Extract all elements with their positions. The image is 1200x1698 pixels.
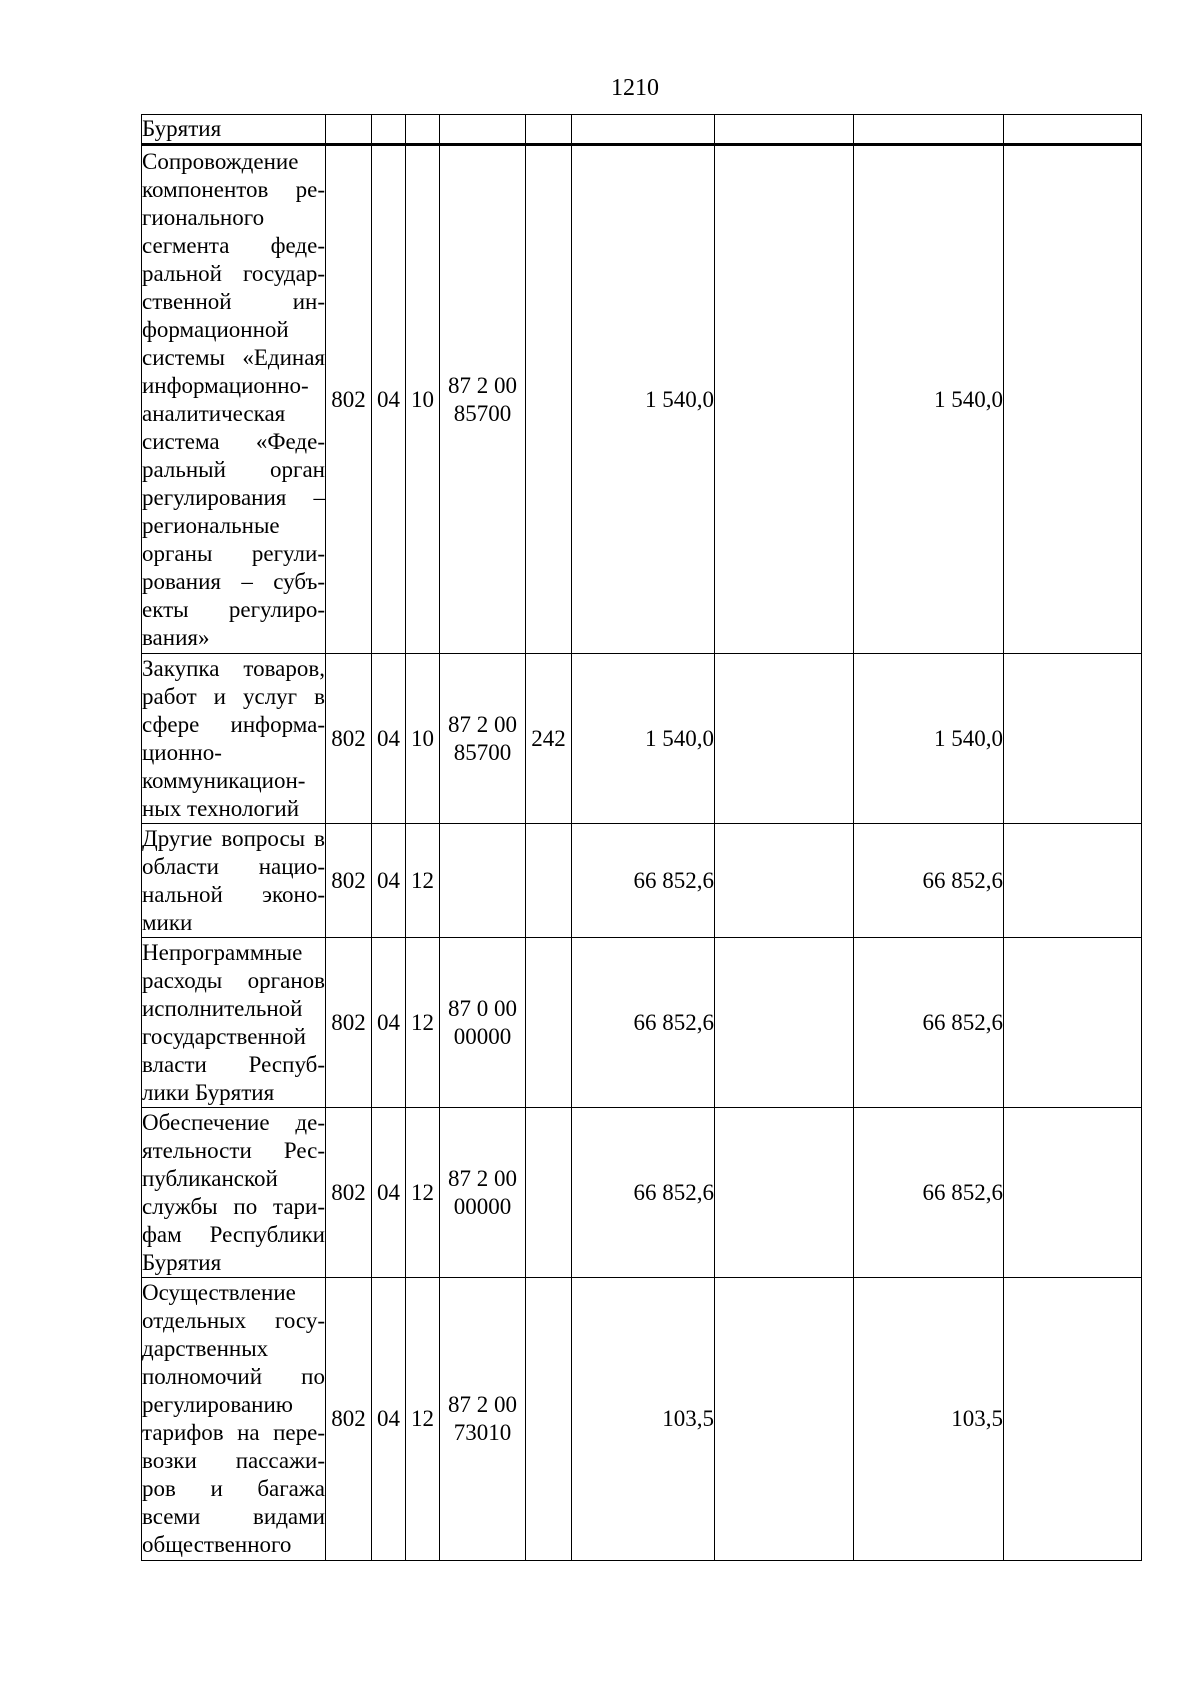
- cell-amount-2: 66 852,6: [854, 1108, 1004, 1278]
- cell-expense-type: [526, 1278, 572, 1561]
- cell-target-item: 87 2 00 85700: [440, 145, 526, 654]
- cell-target-item: 87 2 00 85700: [440, 654, 526, 824]
- cell-section: 04: [372, 1108, 406, 1278]
- cell-name: Обеспечение де-ятельности Рес-публиканской службы по тари-фам Республики Бурятия: [142, 1108, 326, 1278]
- cell-amount-2: 103,5: [854, 1278, 1004, 1561]
- cell-col10: [1004, 145, 1142, 654]
- cell-subsection: 12: [406, 824, 440, 938]
- cell-subsection: [406, 115, 440, 145]
- cell-col8: [715, 1108, 854, 1278]
- cell-col8: [715, 145, 854, 654]
- cell-expense-type: 242: [526, 654, 572, 824]
- cell-expense-type: [526, 824, 572, 938]
- cell-name: Закупка товаров, работ и услуг в сфере информа-ционно-коммуникацион-ных технологий: [142, 654, 326, 824]
- cell-col10: [1004, 824, 1142, 938]
- table-row: [142, 1278, 1142, 1561]
- cell-target-item: [440, 824, 526, 938]
- cell-subsection: 10: [406, 145, 440, 654]
- cell-name: Непрограммные расходы органов исполнительной государственной власти Респуб-лики Бурятия: [142, 938, 326, 1108]
- cell-col10: [1004, 938, 1142, 1108]
- cell-name: Бурятия: [142, 115, 326, 145]
- cell-section: 04: [372, 654, 406, 824]
- cell-amount-2: 66 852,6: [854, 938, 1004, 1108]
- cell-section: 04: [372, 824, 406, 938]
- table-row: [142, 115, 1142, 145]
- cell-col10: [1004, 1108, 1142, 1278]
- cell-target-item: 87 0 00 00000: [440, 938, 526, 1108]
- cell-target-item: 87 2 00 73010: [440, 1278, 526, 1561]
- cell-amount-2: 1 540,0: [854, 145, 1004, 654]
- cell-col10: [1004, 1278, 1142, 1561]
- cell-grbs: 802: [326, 654, 372, 824]
- cell-col10: [1004, 115, 1142, 145]
- cell-col8: [715, 1278, 854, 1561]
- cell-subsection: 12: [406, 938, 440, 1108]
- cell-col10: [1004, 654, 1142, 824]
- cell-grbs: [326, 115, 372, 145]
- cell-target-item: 87 2 00 00000: [440, 1108, 526, 1278]
- cell-col8: [715, 938, 854, 1108]
- cell-target-item: [440, 115, 526, 145]
- cell-grbs: 802: [326, 938, 372, 1108]
- cell-expense-type: [526, 1108, 572, 1278]
- table-row: [142, 824, 1142, 938]
- budget-table: [141, 114, 1142, 1561]
- cell-expense-type: [526, 145, 572, 654]
- cell-amount: 66 852,6: [572, 938, 715, 1108]
- cell-section: [372, 115, 406, 145]
- cell-col8: [715, 115, 854, 145]
- page-number: 1210: [611, 75, 659, 101]
- cell-amount: 103,5: [572, 1278, 715, 1561]
- table-row: [142, 938, 1142, 1108]
- cell-amount: 1 540,0: [572, 145, 715, 654]
- cell-col8: [715, 654, 854, 824]
- cell-name: Другие вопросы в области нацио-нальной эконо-мики: [142, 824, 326, 938]
- cell-name: Осуществление отдельных госу-дарственных полномочий по регулированию тарифов на пере-возки пассажи-ров и багажа всеми видами общественного: [142, 1278, 326, 1561]
- cell-col8: [715, 824, 854, 938]
- cell-section: 04: [372, 1278, 406, 1561]
- table-row: [142, 145, 1142, 654]
- cell-amount: 66 852,6: [572, 824, 715, 938]
- cell-amount: [572, 115, 715, 145]
- table-row: [142, 1108, 1142, 1278]
- cell-expense-type: [526, 938, 572, 1108]
- cell-subsection: 10: [406, 654, 440, 824]
- cell-subsection: 12: [406, 1278, 440, 1561]
- cell-subsection: 12: [406, 1108, 440, 1278]
- cell-amount-2: 66 852,6: [854, 824, 1004, 938]
- cell-amount-2: 1 540,0: [854, 654, 1004, 824]
- cell-grbs: 802: [326, 145, 372, 654]
- cell-section: 04: [372, 938, 406, 1108]
- cell-amount: 1 540,0: [572, 654, 715, 824]
- cell-grbs: 802: [326, 824, 372, 938]
- cell-name: Сопровождение компонентов ре-гионального сегмента феде-ральной государ-ственной ин-формационной системы «Единая информационно-аналитическая система «Феде-ральный орган регулирования – региональные органы регули-рования – субъ-екты регулиро-вания»: [142, 145, 326, 654]
- table-body: [142, 115, 1142, 1561]
- cell-amount: 66 852,6: [572, 1108, 715, 1278]
- cell-grbs: 802: [326, 1278, 372, 1561]
- cell-grbs: 802: [326, 1108, 372, 1278]
- cell-amount-2: [854, 115, 1004, 145]
- cell-section: 04: [372, 145, 406, 654]
- cell-expense-type: [526, 115, 572, 145]
- table-row: [142, 654, 1142, 824]
